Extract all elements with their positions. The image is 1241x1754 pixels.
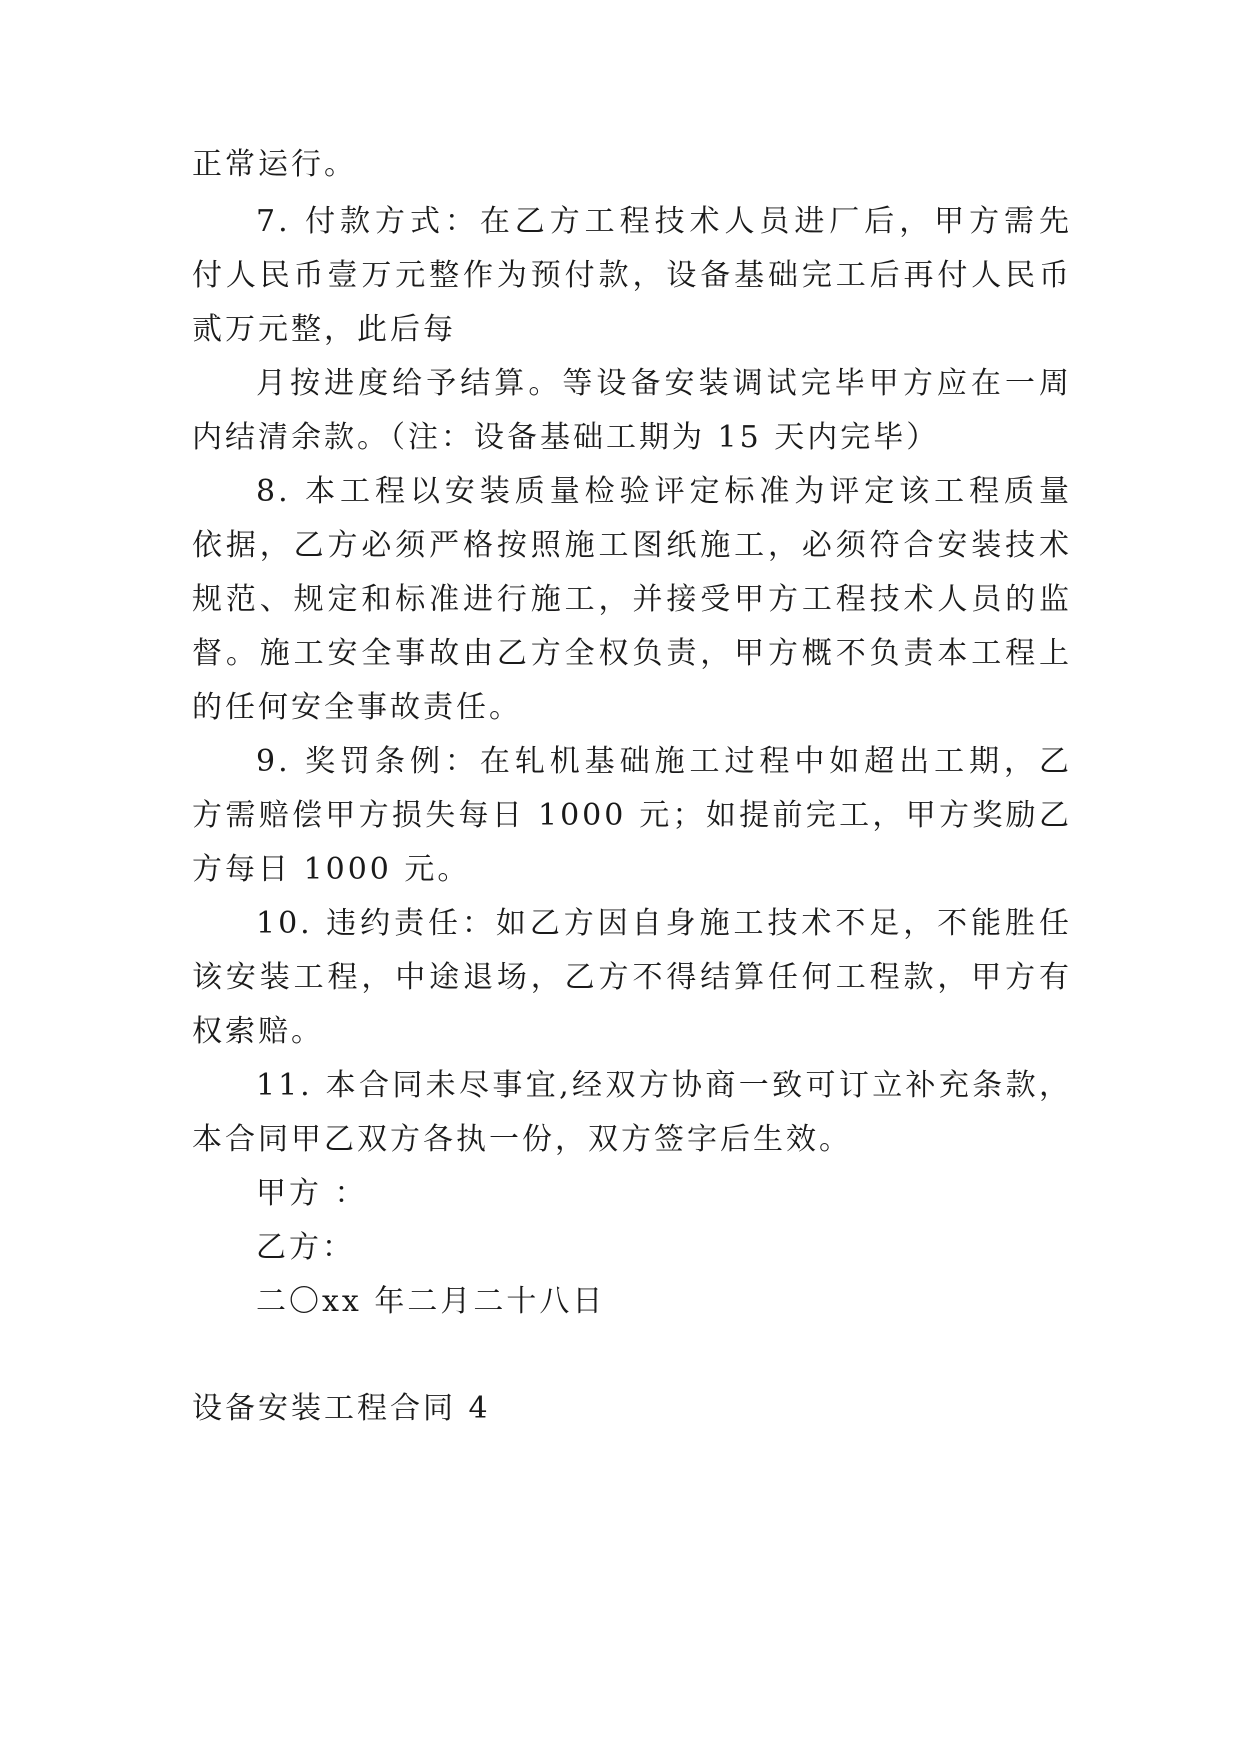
- contract-date: 二〇xx 年二月二十八日: [256, 1284, 606, 1319]
- clause-8-line-3: 规范、规定和标准进行施工，并接受甲方工程技术人员的监: [192, 582, 1072, 617]
- clause-8-line-5: 的任何安全事故责任。: [192, 690, 522, 725]
- clause-8-line-2: 依据，乙方必须严格按照施工图纸施工，必须符合安装技术: [192, 528, 1072, 563]
- clause-10-line-2: 该安装工程，中途退场，乙方不得结算任何工程款，甲方有: [192, 960, 1072, 995]
- clause-8-line-4: 督。施工安全事故由乙方全权负责，甲方概不负责本工程上: [192, 636, 1072, 671]
- next-contract-heading: 设备安装工程合同 4: [192, 1391, 491, 1426]
- clause-9-line-1: 9. 奖罚条例：在轧机基础施工过程中如超出工期，乙: [256, 744, 1072, 779]
- clause-7-line-3: 贰万元整，此后每: [192, 312, 456, 347]
- clause-9-line-3: 方每日 1000 元。: [192, 852, 471, 887]
- party-b-signature-label: 乙方：: [256, 1230, 355, 1265]
- clause-7-line-2: 付人民币壹万元整作为预付款，设备基础完工后再付人民币: [192, 258, 1072, 293]
- clause-7-line-5: 内结清余款。（注：设备基础工期为 15 天内完毕）: [192, 420, 940, 455]
- clause-11-line-1: 11. 本合同未尽事宜,经双方协商一致可订立补充条款，: [256, 1068, 1072, 1103]
- clause-8-line-1: 8. 本工程以安装质量检验评定标准为评定该工程质量: [256, 474, 1072, 509]
- clause-11-line-2: 本合同甲乙双方各执一份，双方签字后生效。: [192, 1122, 852, 1157]
- clause-10-line-1: 10. 违约责任：如乙方因自身施工技术不足，不能胜任: [256, 906, 1072, 941]
- party-a-signature-label: 甲方 ：: [256, 1176, 368, 1211]
- clause-10-line-3: 权索赔。: [192, 1014, 324, 1049]
- clause-9-line-2: 方需赔偿甲方损失每日 1000 元；如提前完工，甲方奖励乙: [192, 798, 1072, 833]
- clause-7-line-1: 7. 付款方式：在乙方工程技术人员进厂后，甲方需先: [256, 204, 1072, 239]
- clause-7-line-4: 月按进度给予结算。等设备安装调试完毕甲方应在一周: [256, 366, 1072, 401]
- text-line-1: 正常运行。: [192, 147, 357, 182]
